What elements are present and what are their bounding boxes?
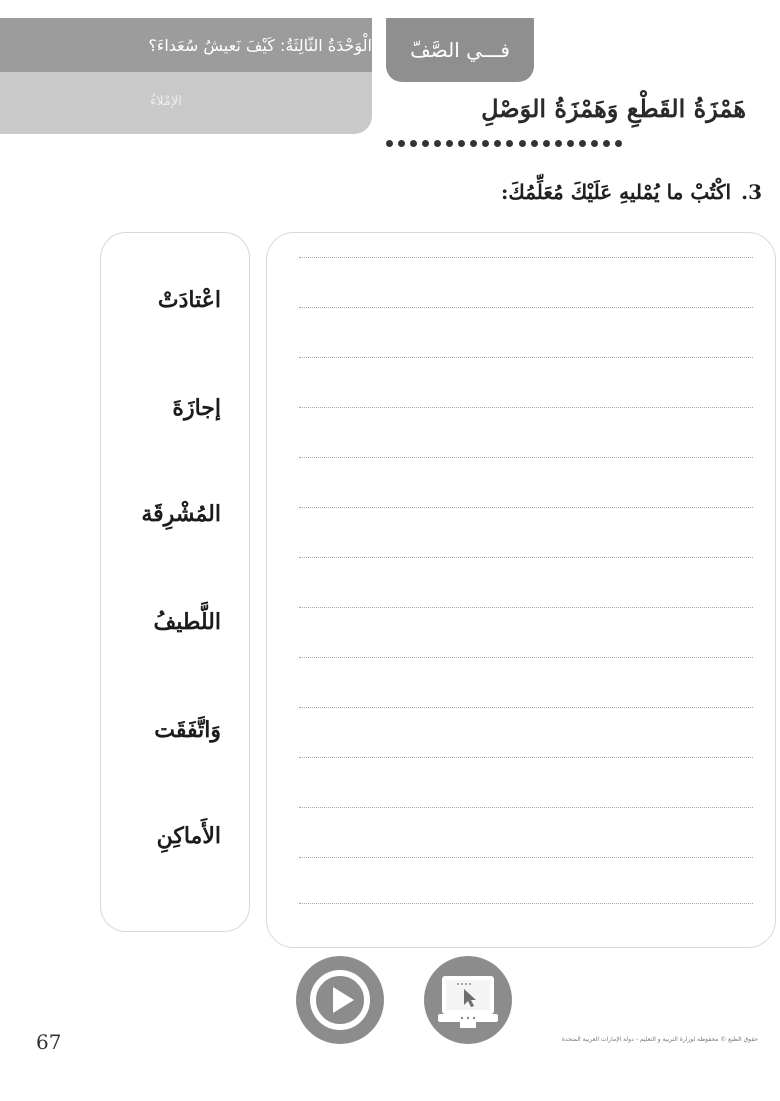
writing-line[interactable] xyxy=(299,557,753,558)
lesson-title: هَمْزَةُ القَطْعِ وَهَمْزَةُ الوَصْلِ xyxy=(481,94,746,123)
word-item: وَاتَّفَقَت xyxy=(154,717,221,743)
writing-line[interactable] xyxy=(299,757,753,758)
exercise-instruction xyxy=(501,180,762,204)
writing-line[interactable] xyxy=(299,257,753,258)
unit-title: الْوَحْدَةُ الثّالِثَةُ: كَيْفَ نَعيشُ سُعَداءَ؟ xyxy=(148,35,372,55)
play-icon xyxy=(296,956,384,1044)
word-item: المُشْرِقَة xyxy=(141,501,221,527)
class-tab-label: فـــي الصَّفّ xyxy=(410,38,510,62)
writing-line[interactable] xyxy=(299,507,753,508)
writing-line[interactable] xyxy=(299,457,753,458)
unit-section-label: الإمْلاءُ xyxy=(150,94,182,109)
copyright-note: حقوق الطبع © محفوظة لوزارة التربية و التعليم - دولة الإمارات العربية المتحدة xyxy=(561,1036,758,1043)
writing-line[interactable] xyxy=(299,807,753,808)
computer-screen-icon xyxy=(424,956,512,1044)
play-button[interactable] xyxy=(296,956,384,1044)
page-number: 67 xyxy=(36,1030,62,1054)
exercise-number: 3. xyxy=(741,180,762,204)
word-item: الأَماكِنِ xyxy=(156,823,221,849)
writing-area[interactable] xyxy=(266,232,776,948)
writing-line[interactable] xyxy=(299,307,753,308)
word-item: إجازَةَ xyxy=(172,395,221,421)
unit-title-bar xyxy=(0,18,372,72)
unit-section-bar xyxy=(0,72,372,134)
writing-line[interactable] xyxy=(299,607,753,608)
writing-line[interactable] xyxy=(299,903,753,904)
interactive-screen-button[interactable] xyxy=(424,956,512,1044)
word-item: اللَّطيفُ xyxy=(153,609,221,635)
word-list-panel xyxy=(100,232,250,932)
exercise-instruction-text: اكْتُبْ ما يُمْليهِ عَلَيْكَ مُعَلِّمُكَ: xyxy=(500,180,732,204)
word-item: اعْتادَتْ xyxy=(157,287,221,313)
writing-line[interactable] xyxy=(299,357,753,358)
title-dotted-underline xyxy=(386,140,622,152)
writing-line[interactable] xyxy=(299,857,753,858)
writing-line[interactable] xyxy=(299,707,753,708)
writing-line[interactable] xyxy=(299,407,753,408)
writing-line[interactable] xyxy=(299,657,753,658)
class-tab xyxy=(386,18,534,82)
